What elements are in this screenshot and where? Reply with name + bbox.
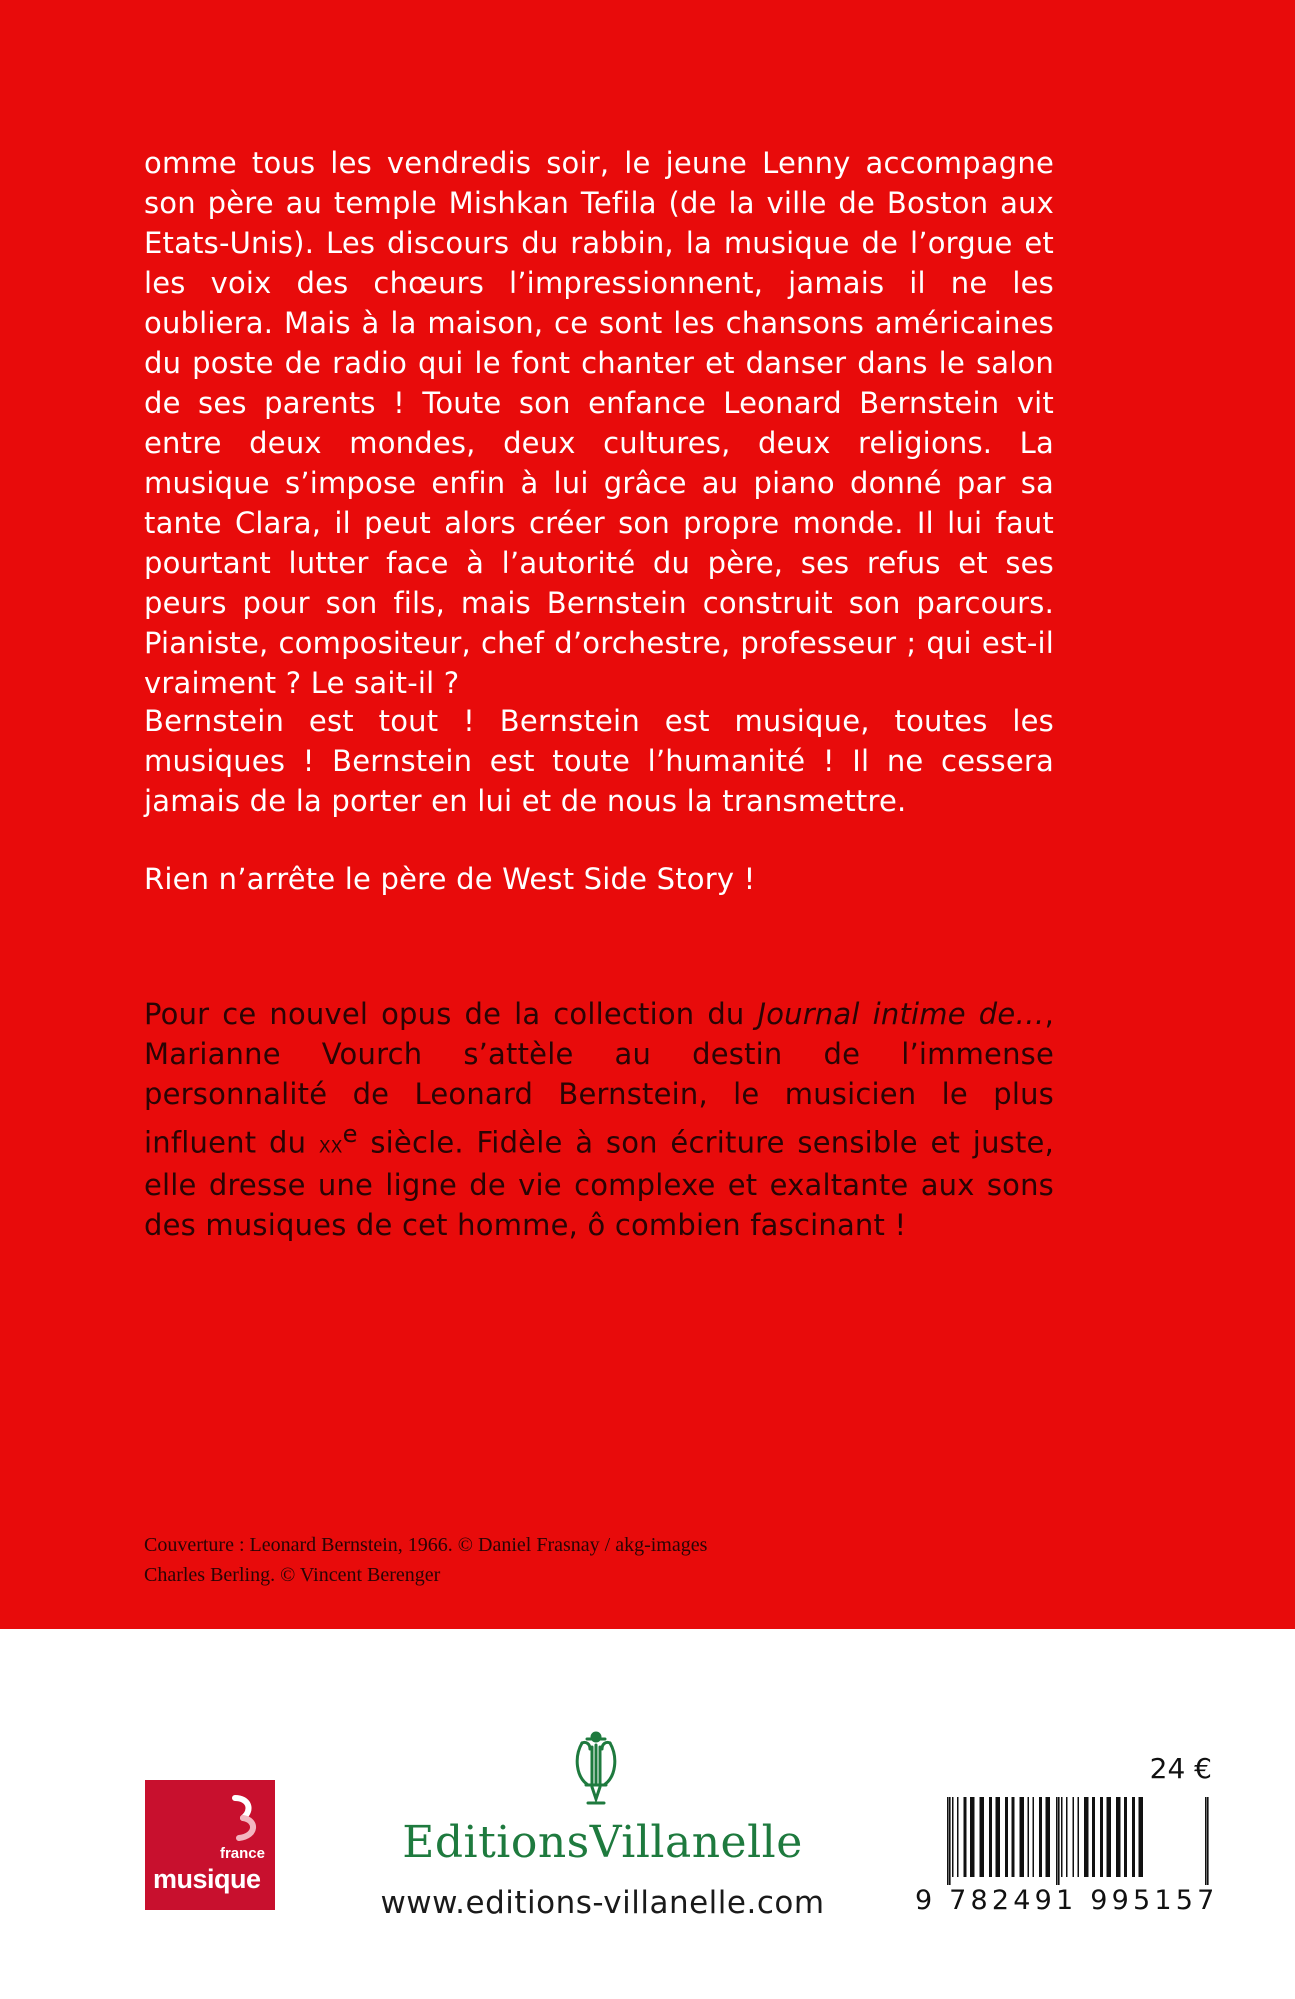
photo-credits [144, 1530, 707, 1590]
france-musique-line1: france [219, 1845, 265, 1862]
century-suffix: e [342, 1120, 358, 1148]
cover-credit: Couverture : Leonard Bernstein, 1966. © Daniel Frasnay / akg-images [144, 1534, 708, 1556]
summary-paragraph-2: Bernstein est tout ! Bernstein est musique, toutes les musiques ! Bernstein est toute l’humanité ! Il ne cessera jamais de la porter en lui et de nous la transmettre. [144, 704, 1054, 818]
barcode [945, 1797, 1213, 1885]
france-musique-logo [145, 1780, 275, 1910]
pitch-text-end: siècle. Fidèle à son écriture sensible et juste, elle dresse une ligne de vie complexe et exaltante aux sons des musiques de cet homme, ô combien fascinant ! [144, 1125, 1054, 1242]
price-label: 24 € [1149, 1752, 1212, 1785]
collection-title: Journal intime de… [757, 997, 1045, 1031]
summary-paragraph-1: omme tous les vendredis soir, le jeune Lenny accompagne son père au temple Mishkan Tefila (de la ville de Boston aux Etats-Unis). Les discours du rabbin, la musique de l’orgue et les voix des chœurs l’impressionnent, jamais il ne les oubliera. Mais à la maison, ce sont les chansons américaines du poste de radio qui le font chanter et danser dans le salon de ses parents ! Toute son enfance Leonard Bernstein vit entre deux mondes, deux cultures, deux religions. La musique s’impose enfin à lui grâce au piano donné par sa tante Clara, il peut alors créer son propre monde. Il lui faut pourtant lutter face à l’autorité du père, ses refus et ses peurs pour son fils, mais Bernstein construit son parcours. Pianiste, compositeur, chef d’orchestre, professeur ; qui est-il vraiment ? Le sait-il ? [144, 146, 1054, 700]
pitch-text-start: Pour ce nouvel opus de la collection du [144, 997, 758, 1031]
summary-paragraph-3: Rien n’arrête le père de West Side Story ! [144, 862, 756, 896]
france-musique-mark-icon [227, 1794, 267, 1842]
isbn-number: 9 782491 995157 [915, 1885, 1219, 1916]
publisher-website: www.editions-villanelle.com [380, 1885, 825, 1921]
pitch-paragraph [144, 994, 1054, 1245]
lyre-icon [570, 1731, 622, 1811]
france-musique-line2: musique [153, 1864, 261, 1894]
pitch-text-middle: , Marianne Vourch s’attèle au destin de l’immense personnalité de Leonard Bernstein, le musicien le plus influent du [144, 997, 1054, 1160]
publisher-name: EditionsVillanelle [402, 1817, 803, 1868]
century-numeral: xx [318, 1130, 343, 1159]
portrait-credit: Charles Berling. © Vincent Berenger [144, 1564, 441, 1586]
